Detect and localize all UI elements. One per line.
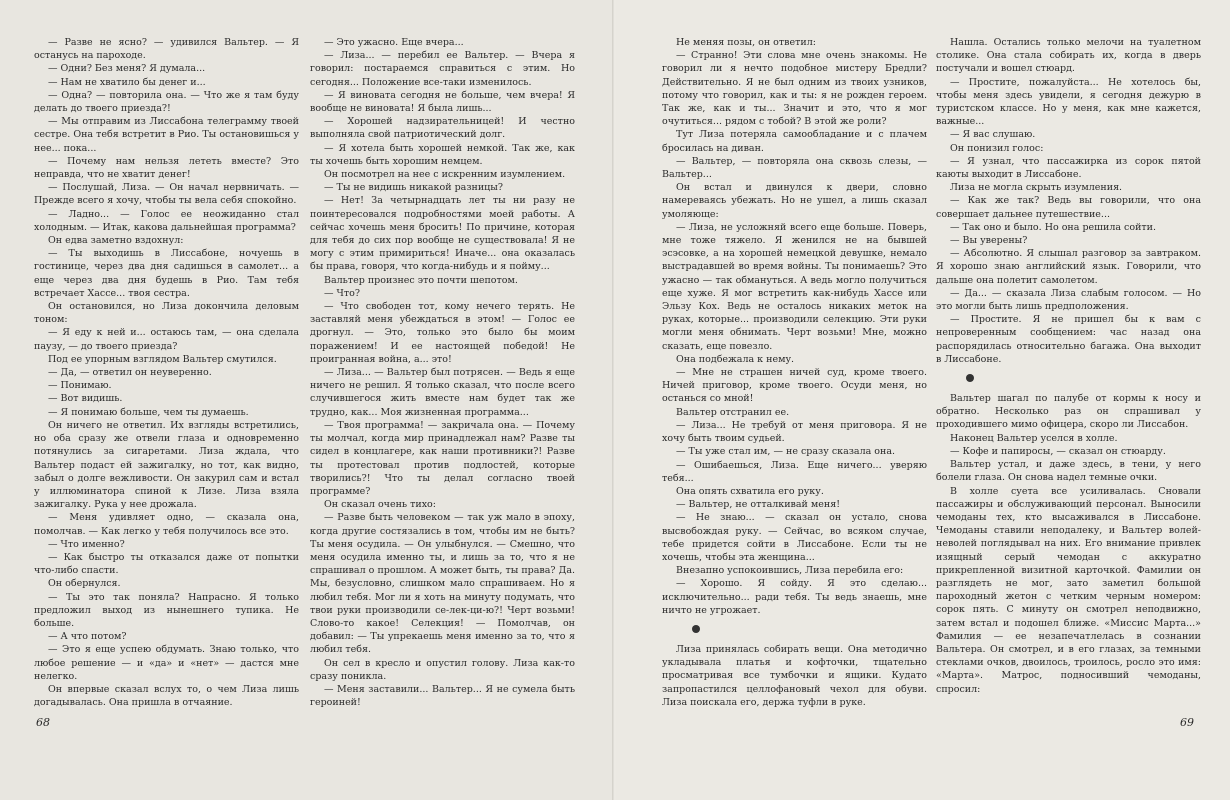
paragraph: Вальтер устал, и даже здесь, в тени, у него болели глаза. Он снова надел темные очки.	[936, 459, 1201, 484]
paragraph: — Вы уверены?	[950, 235, 1028, 247]
left-page-number: 68	[36, 716, 50, 729]
paragraph: Он посмотрел на нее с искренним изумлением.	[324, 169, 566, 181]
paragraph: — Вальтер, — повторяла она сквозь слезы, — Вальтер...	[662, 155, 927, 181]
paragraph: Он ничего не ответил. Их взгляды встретились, но оба сразу же отвели глаза и одновременно потянулись за сигаретами. Лиза ждала, что Вальтер подаст ей зажигалку, но тот, как видно, забыл о долге вежливости. Он закурил сам и встал у иллюминатора спиной к Лизе. Лиза взяла зажигалку. Рука у нее дрожала.	[34, 419, 299, 511]
paragraph: — Я вас слушаю.	[950, 129, 1036, 141]
paragraph: Тут Лиза потеряла самообладание и с плачем бросилась на диван.	[662, 129, 927, 154]
paragraph: — Что?	[324, 287, 360, 299]
right-page-number: 69	[1180, 716, 1194, 729]
paragraph: — Меня заставили... Вальтер... Я не сумела быть героиней!	[310, 683, 575, 709]
paragraph: — Ты уже стал им, — не сразу сказала она.	[676, 446, 896, 458]
paragraph: — Как же так? Ведь вы говорили, что она совершает дальнее путешествие...	[936, 195, 1201, 220]
paragraph: Внезапно успокоившись, Лиза перебила его:	[676, 565, 904, 577]
paragraph: — Разве не ясно? — удивился Вальтер. — Я останусь на пароходе.	[34, 37, 299, 62]
paragraph: — Что именно?	[48, 538, 125, 550]
section-break-bullet	[966, 374, 974, 382]
paragraph: — Да, — ответил он неуверенно.	[48, 367, 212, 379]
paragraph: Не меняя позы, он ответил:	[676, 37, 816, 48]
paragraph: — Странно! Эти слова мне очень знакомы. Не говорил ли я нечто подобное мистеру Бредли? Действительно. Я не был одним из твоих узников, потому что говорил, как и ты: я не рожден героем. Так же, как и ты... Значит и это, что я мог очутиться... рядом с тобой? В этой же роли?	[662, 50, 927, 128]
paragraph: В холле суета все усиливалась. Сновали пассажиры и обслуживающий персонал. Выносили чемоданы тех, кто высаживался в Лиссабоне. Чемоданы ставили неподалеку, и Вальтер волей-неволей поглядывал на них. Его внимание привлек изящный серый чемодан с аккуратно прикрепленной визитной карточкой. Фамилии он разглядеть не мог, зато заметил большой пароходный жетон с четким черным номером: сорок пять. С минуту он смотрел неподвижно, затем встал и подошел ближе. «Миссис Марта...» Фамилия — ее незапечатлелась в сознании Вальтера. Он смотрел, и в его глазах, за темными стеклами очков, двоилось, троилось, росло это имя: «Марта». Матрос, подносивший чемоданы, спросил:	[936, 485, 1201, 695]
paragraph: — Абсолютно. Я слышал разговор за завтраком. Я хорошо знаю английский язык. Говорили, что дальше она полетит самолетом.	[936, 248, 1201, 286]
paragraph: — Хорошо. Я сойду. Я это сделаю... исключительно... ради тебя. Ты ведь знаешь, мне ничто не угрожает.	[662, 578, 927, 616]
paragraph: — Ладно... — Голос ее неожиданно стал холодным. — Итак, какова дальнейшая программа?	[34, 208, 299, 233]
paragraph: — Лиза... Не требуй от меня приговора. Я не хочу быть твоим судьей.	[662, 419, 927, 445]
paragraph: — Я узнал, что пассажирка из сорок пятой каюты выходит в Лиссабоне.	[936, 155, 1201, 181]
paragraph: — Это я еще успею обдумать. Знаю только, что любое решение — и «да» и «нет» — дастся мне нелегко.	[34, 644, 299, 682]
paragraph: — Твоя программа! — закричала она. — Почему ты молчал, когда мир принадлежал нам? Разве ты сидел в концлагере, как наши противники?! Разве ты протестовал против подлостей, которые творились?! Что ты делал согласно твоей программе?	[310, 419, 575, 497]
paragraph: Она подбежала к нему.	[676, 353, 795, 365]
paragraph: Он встал и двинулся к двери, словно намереваясь убежать. Но не ушел, а лишь сказал умоляюще:	[662, 182, 927, 220]
paragraph: — Простите, пожалуйста... Не хотелось бы, чтобы меня здесь увидели, я сегодня дежурю в туристском классе. Но у меня, как мне кажется, важные...	[936, 76, 1201, 128]
paragraph: — Что свободен тот, кому нечего терять. Не заставляй меня убеждаться в этом! — Голос ее дрогнул. — Это, только это было бы моим поражением! И ее настоящей победой! Не проигранная война, а... это!	[310, 301, 575, 365]
paragraph: — Лиза, не усложняй всего еще больше. Поверь, мне тоже тяжело. Я женился не на бывшей эсэсовке, а на хорошей немецкой девушке, немало выстрадавшей во время войны. Ты понимаешь? Это ужасно — так обмануться. А ведь могло получиться еще хуже. Я мог встретить как-нибудь Хассе или Эльзу Кох. Ведь не осталось никаких меток на руках, которые... производили селекцию. Эти руки могли меня обнимать. Черт возьми! Мне, можно сказать, еще повезло.	[662, 221, 927, 352]
paragraph: Он обернулся.	[48, 578, 121, 590]
paragraph: — Кофе и папиросы, — сказал он стюарду.	[950, 445, 1166, 457]
section-break-bullet	[692, 625, 700, 633]
paragraph: — Ты выходишь в Лиссабоне, ночуешь в гостинице, через два дня садишься в самолет... а еще через два дня будешь в Рио. Там тебя встречает Хассе... твоя сестра.	[34, 248, 299, 299]
paragraph: — Нам не хватило бы денег и...	[48, 76, 206, 88]
paragraph: Она опять схватила его руку.	[676, 485, 824, 497]
paragraph: Вальтер отстранил ее.	[676, 406, 790, 418]
right-column-2	[936, 36, 1201, 726]
paragraph: Он сказал очень тихо:	[324, 499, 436, 511]
paragraph: — Я виновата сегодня не больше, чем вчера! Я вообще не виновата! Я была лишь...	[310, 89, 575, 115]
paragraph: — Нет! За четырнадцать лет ты ни разу не поинтересовался подробностями моей работы. А сейчас хочешь меня бросить! По причине, которая для тебя до сих пор вообще не существовала! Я не могу с этим примириться! Иначе... она оказалась бы права, говоря, что когда-нибудь и я пойму...	[310, 195, 575, 273]
paragraph: — Простите. Я не пришел бы к вам с непроверенным сообщением: час назад она распорядилась относительно багажа. Она выходит в Лиссабоне.	[936, 314, 1201, 365]
paragraph: — Разве быть человеком — так уж мало в эпоху, когда другие состязались в том, чтобы им не быть? Ты меня осудила. — Он улыбнулся. — Смешно, что меня осудила именно ты, и лишь за то, что я не спрашивал о прошлом. А может быть, ты права? Да. Мы, безусловно, слишком мало спрашиваем. Но я любил тебя. Мог ли я хоть на минуту подумать, что твои руки производили се-лек-ци-ю?! Черт возьми! Слово-то какое! Селекция! — Помолчав, он добавил: — Ты упрекаешь меня именно за то, что я любил тебя.	[310, 512, 575, 656]
right-column-1	[662, 36, 927, 726]
paragraph: — А что потом?	[48, 631, 127, 643]
paragraph: — Вот видишь.	[48, 393, 123, 405]
paragraph: — Хорошей надзирательницей! И честно выполняла свой патриотический долг.	[310, 116, 575, 141]
paragraph: — Послушай, Лиза. — Он начал нервничать. — Прежде всего я хочу, чтобы ты вела себя спокойно.	[34, 182, 299, 207]
paragraph: Он едва заметно вздохнул:	[48, 235, 184, 247]
paragraph: — Это ужасно. Еще вчера...	[324, 37, 464, 48]
left-column-2	[310, 36, 575, 726]
paragraph: Лиза не могла скрыть изумления.	[950, 182, 1123, 194]
paragraph: — Вальтер, не отталкивай меня!	[676, 499, 841, 511]
paragraph: — Как быстро ты отказался даже от попытки что-либо спасти.	[34, 551, 299, 577]
paragraph: Он впервые сказал вслух то, о чем Лиза лишь догадывалась. Она пришла в отчаяние.	[34, 683, 299, 709]
paragraph: — Да... — сказала Лиза слабым голосом. — Но это могли быть лишь предположения.	[936, 287, 1201, 313]
paragraph: — Ошибаешься, Лиза. Еще ничего... уверяю тебя...	[662, 459, 927, 484]
paragraph: — Я понимаю больше, чем ты думаешь.	[48, 406, 249, 418]
paragraph: Вальтер произнес это почти шепотом.	[324, 274, 518, 286]
paragraph: — Так оно и было. Но она решила сойти.	[950, 221, 1157, 233]
paragraph: — Я еду к ней и... остаюсь там, — она сделала паузу, — до твоего приезда?	[34, 327, 299, 352]
paragraph: Он понизил голос:	[950, 142, 1044, 154]
paragraph: — Одна? — повторила она. — Что же я там буду делать до твоего приезда?!	[34, 89, 299, 115]
paragraph: — Почему нам нельзя лететь вместе? Это неправда, что не хватит денег!	[34, 155, 299, 181]
paragraph: Нашла. Остались только мелочи на туалетном столике. Она стала собирать их, когда в дверь постучали и вошел стюард.	[936, 37, 1201, 75]
paragraph: — Лиза... — перебил ее Вальтер. — Вчера я говорил: постараемся справиться с этим. Но сегодня... Положение все-таки изменилось.	[310, 50, 575, 88]
left-column-1	[34, 36, 299, 726]
paragraph: Он сел в кресло и опустил голову. Лиза как-то сразу поникла.	[310, 657, 575, 682]
paragraph: — Меня удивляет одно, — сказала она, помолчав. — Как легко у тебя получилось все это.	[34, 512, 299, 537]
paragraph: — Я хотела быть хорошей немкой. Так же, как ты хочешь быть хорошим немцем.	[310, 142, 575, 167]
paragraph: — Понимаю.	[48, 380, 112, 392]
paragraph: Под ее упорным взглядом Вальтер смутился.	[48, 353, 277, 365]
paragraph: — Лиза... — Вальтер был потрясен. — Ведь я еще ничего не решил. Я только сказал, что после всего случившегося жить вместе нам будет так же трудно, как... Моя жизненная программа...	[310, 367, 575, 418]
paragraph: — Мне не страшен ничей суд, кроме твоего. Ничей приговор, кроме твоего. Осуди меня, но останься со мной!	[662, 367, 927, 405]
paragraph: Наконец Вальтер уселся в холле.	[950, 432, 1118, 444]
paragraph: — Мы отправим из Лиссабона телеграмму твоей сестре. Она тебя встретит в Рио. Ты остановишься у нее... пока...	[34, 116, 299, 154]
paragraph: — Одни? Без меня? Я думала...	[48, 63, 206, 75]
paragraph: — Ты не видишь никакой разницы?	[324, 182, 503, 194]
paragraph: Он остановился, но Лиза докончила деловым тоном:	[34, 301, 299, 326]
paragraph: — Ты это так поняла? Напрасно. Я только предложил выход из нынешнего тупика. Не больше.	[34, 591, 299, 629]
paragraph: Вальтер шагал по палубе от кормы к носу и обратно. Несколько раз он спрашивал у проходившего мимо офицера, скоро ли Лиссабон.	[936, 393, 1201, 431]
paragraph: — Не знаю... — сказал он устало, снова высвобождая руку. — Сейчас, во всяком случае, тебе придется сойти в Лиссабоне. Если ты не хочешь, чтобы эта женщина...	[662, 512, 927, 563]
paragraph: Лиза принялась собирать вещи. Она методично укладывала платья и кофточки, тщательно просматривая все тумбочки и ящики. Кудато запропастился целлофановый чехол для обуви. Лиза поискала его, держа туфли в руке.	[662, 643, 927, 708]
